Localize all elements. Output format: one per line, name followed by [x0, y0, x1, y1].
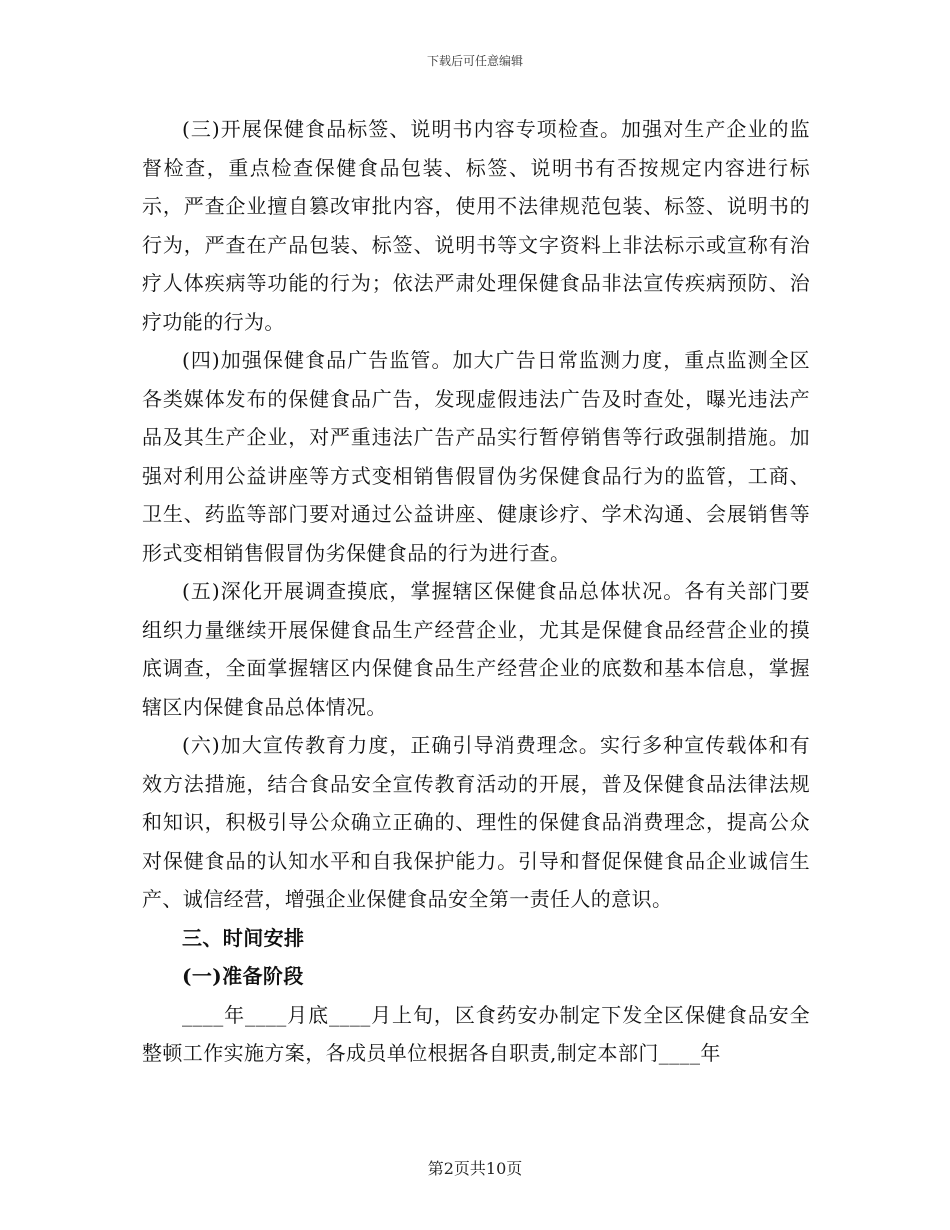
paragraph-preparation-stage: ____年____月底____月上旬，区食药安办制定下发全区保健食品安全整顿工作实施方案，各成员单位根据各自职责,制定本部门____年	[142, 1002, 810, 1065]
paragraph-advertising-supervision: (四)加强保健食品广告监管。加大广告日常监测力度，重点监测全区各类媒体发布的保健食品广告，发现虚假违法广告及时查处，曝光违法产品及其生产企业，对严重违法广告产品实行暂停销售等行政强制措施。加强对利用公益讲座等方式变相销售假冒伪劣保健食品行为的监管，工商、卫生、药监等部门要对通过公益讲座、健康诊疗、学术沟通、会展销售等形式变相销售假冒伪劣保健食品的行为进行查。	[142, 348, 810, 565]
document-body	[142, 110, 810, 1073]
paragraph-investigation: (五)深化开展调查摸底，掌握辖区保健食品总体状况。各有关部门要组织力量继续开展保健食品生产经营企业，尤其是保健食品经营企业的摸底调查，全面掌握辖区内保健食品生产经营企业的底数和基本信息，掌握辖区内保健食品总体情况。	[142, 579, 810, 719]
section-heading-schedule: 三、时间安排	[182, 925, 305, 950]
page-header-note: 下载后可任意编辑	[426, 54, 523, 68]
page-number: 第2页共10页	[427, 1159, 523, 1178]
subsection-heading-preparation: (一)准备阶段	[182, 964, 304, 988]
paragraph-publicity-education: (六)加大宣传教育力度，正确引导消费理念。实行多种宣传载体和有效方法措施，结合食品安全宣传教育活动的开展，普及保健食品法律法规和知识，积极引导公众确立正确的、理性的保健食品消费理念，提高公众对保健食品的认知水平和自我保护能力。引导和督促保健食品企业诚信生产、诚信经营，增强企业保健食品安全第一责任人的意识。	[142, 733, 810, 911]
paragraph-label-inspection: (三)开展保健食品标签、说明书内容专项检查。加强对生产企业的监督检查，重点检查保健食品包装、标签、说明书有否按规定内容进行标示，严查企业擅自篡改审批内容，使用不法律规范包装、标签、说明书的行为，严查在产品包装、标签、说明书等文字资料上非法标示或宣称有治疗人体疾病等功能的行为；依法严肃处理保健食品非法宣传疾病预防、治疗功能的行为。	[142, 117, 810, 334]
